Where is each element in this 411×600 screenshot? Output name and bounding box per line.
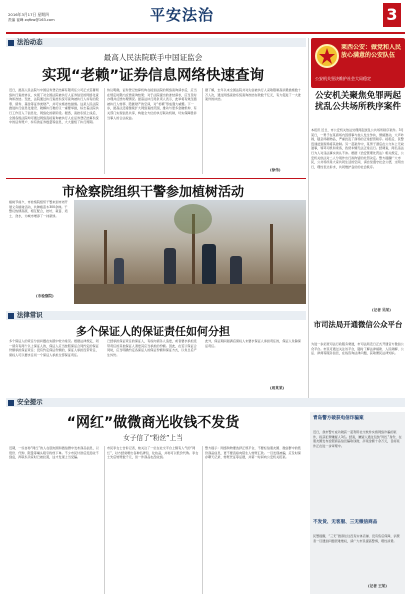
tree-crown	[174, 204, 212, 234]
law-body-col3: 此外，保证期间届满后债权人未要求保证人承担责任的，保证人免除保证责任。	[205, 339, 301, 348]
badge-subtitle: 公安机关坚决维护社会大局稳定	[315, 76, 371, 81]
section-marker-icon	[8, 313, 14, 319]
safety-subheadline: 女子信了“粉丝”上当	[123, 434, 183, 442]
page-number: 3	[383, 3, 401, 27]
column-rule	[308, 38, 309, 398]
tree-caption: 植树节前夕，市检察院组织干警来到市郊开展义务植树活动，共种植苗木300余株。干警们热情高涨，相互配合，挖坑、栽苗、培土、浇水，为城市增添了一抹新绿。	[9, 200, 68, 218]
law-headline: 多个保证人的保证责任如何分担	[76, 325, 230, 338]
law-body-col1: 多个保证人的责任分担问题在实践中较为常见。根据法律规定，同一债务有两个以上保证人的，保证人应当按照保证合同约定的保证份额承担保证责任；没有约定保证份额的，保证人承担连带责任，债权人可以要求任何一个保证人承担全部保证责任。	[9, 339, 99, 357]
worker-figure	[202, 244, 216, 284]
section-bar-law-practice	[6, 311, 306, 320]
section-bar-legal-news	[6, 38, 306, 47]
badge-card	[311, 38, 405, 88]
small-headline: 市司法局开通微信公众平台	[313, 320, 403, 329]
safety-byline: (记者 王某)	[368, 584, 387, 588]
law-body-col2: 已经承担保证责任的保证人，有权向债务人追偿，或者要求承担连带责任的其他保证人清偿其应当承担的份额。因此，在签订保证合同时，应当明确约定各保证人的保证份额和保证方式，以免日后产生纠纷。	[107, 339, 197, 357]
safety-headline: “网红”做微商光收钱不发货	[66, 415, 240, 431]
badge-title: 莱西公安：做党和人民放心满意的公安队伍	[341, 44, 402, 59]
column-rule	[104, 88, 105, 174]
story-byline: (徐伟)	[270, 168, 281, 172]
masthead-title: 平安法治	[150, 6, 215, 24]
box-body-2: 民警提醒，“三无”微商往往没有实体店铺、没有售后保障，消费者一旦遇到问题很难维权，请广大市民提高警惕，理性消费。	[313, 534, 400, 543]
small-body: 为进一步拓宽司法行政服务渠道，市司法局近日正式开通官方微信公众平台。市民可通过关注该平台，随时了解法律援助、人民调解、公证、律师等服务信息，在线咨询法律问题，获取便民法律知识。	[311, 342, 404, 356]
sidebar-byline: (记者 吴某)	[372, 308, 391, 312]
tree-planting-photo	[74, 200, 306, 304]
safety-body-col1: 近期，一些自称“网红”的人在朋友圈和微信群中发布商品信息，以低价、代购、限量等噱头吸引粉丝下单。不少市民付款后迟迟收不到货，再联系卖家时已被拉黑，这才发现上当受骗。	[9, 446, 99, 460]
safety-info-box	[310, 412, 405, 594]
box-headline-1: 青岛警方破获电信诈骗案	[313, 416, 364, 421]
story-body-col2: 协议明确，证券登记结算机构在接到法院的网络查询请求后，应当在规定时限内反馈查询结果；对于法院提出的冻结请求，应当及时办理并反馈办理情况。最高法执行局负责人表示，此举将有效压缩被执行人转移、隐匿财产的空间，对“老赖”形成强大威慑。下一步，最高法还将继续扩大网络查控范围，推动与更多金融机构、有关部门实现信息共享，构建全方位的执行联动机制，切实保障胜诉当事人的合法权益。	[107, 88, 197, 120]
tree-headline: 市检察院组织干警参加植树活动	[61, 185, 244, 200]
section-marker-icon	[8, 400, 14, 406]
safety-body-col3: 警方提示：网络购物要选择正规平台，不要轻信朋友圈、微信群中的低价商品信息，更不要直接向陌生人转账汇款。一旦发现被骗，应及时保存聊天记录、转账凭证等证据，并第一时间向公安机关报案。	[205, 446, 301, 460]
box-headline-2: 不发货、无客服、三无微信商品	[313, 520, 378, 525]
story-body-col3: 据了解，去年以来全国法院共对失信被执行人采取限制高消费措施数十万人次，通过网络查控系统查询冻结存款数千亿元，有力促进了一大批案件的执结。	[205, 88, 301, 102]
tree-byline: (市检察院)	[36, 294, 54, 298]
sidebar-headline: 公安机关聚焦免罪两起扰乱公共场所秩序案件	[315, 91, 401, 112]
story-headline: 实现“老赖”证券信息网络快速查询	[41, 68, 265, 84]
column-rule	[104, 446, 105, 594]
soil-mound	[74, 284, 306, 304]
story-body-col1: 近日，最高人民法院与中国证券登记结算有限责任公司正式签署网络执行查控协议，实现了对全国法院被执行人证券信息的网络化查询和冻结。至此，法院通过执行查控系统可查询被执行人持有的股票、债券、基金等证券类财产，并可实施冻结措施。这是人民法院推进执行信息化建设、破解执行难的又一重要举措，标志着法院执行工作迈入了信息化、网络化的新阶段。据悉，查控系统上线后，全国各级法院均可通过网络直接查询被执行人在证券登记结算系统中的证券账户、持有的证券数量等信息，大大缩短了执行周期。	[9, 88, 99, 125]
masthead-bar	[0, 0, 411, 36]
section-label: 法治动态	[17, 38, 43, 46]
header-rule	[6, 32, 405, 34]
section-label: 安全提示	[17, 398, 43, 406]
section-label: 法律常识	[17, 311, 43, 319]
safety-body-col2: 市民李女士告诉记者，她关注了一位在社交平台上颇有人气的“网红”，对方经常晒出各种名牌包、化妆品，并称可以低价代购。李女士先后转账数千元，但一件商品也没收到。	[107, 446, 199, 460]
editor-line: 责编 崔峰 zqfbw@163.com	[8, 18, 55, 22]
column-rule	[202, 88, 203, 174]
worker-figure	[164, 248, 176, 284]
police-emblem-icon	[315, 44, 339, 68]
date-line: 2016年3月17日 星期四	[8, 12, 49, 17]
section-marker-icon	[8, 40, 14, 46]
law-byline: (周某某)	[270, 386, 285, 390]
section-bar-safety	[6, 398, 405, 407]
divider	[6, 178, 306, 179]
sidebar-body: 本报讯 近日，市公安机关依法处理两起扰乱公共场所秩序案件。3月某日，一男子在某商场内因琐事与他人发生争执，情绪激动，大声吵闹，随意摔砸物品，严重扰乱了商场的正常经营秩序。接报后，民警迅速赶到现场将其控制。另一起案件中，某男子酒后在公交车上无故滋事，辱骂司机和乘客，致使车辆无法正常运行。经调查，两名违法行为人对违法事实供认不讳。根据《治安管理处罚法》相关规定，公安机关依法对二人分别作出行政拘留的处罚决定。警方提醒广大市民，公共场所是大家共同生活的空间，请自觉遵守社会公德，文明出行，理性表达诉求，共同维护良好的社会秩序。	[311, 128, 404, 169]
box-body-1: 近日，我市警方成功破获一起利用社交软件实施网络诈骗的案件，抓获犯罪嫌疑人3名。经查，嫌疑人通过包装“网红”身份，在朋友圈发布虚假商品信息骗取钱财，涉案金额十余万元，目前案件正在进一步审理中。	[313, 430, 402, 448]
column-rule	[202, 446, 203, 594]
story-kicker: 最高人民法院联手中国证监会	[103, 53, 203, 62]
